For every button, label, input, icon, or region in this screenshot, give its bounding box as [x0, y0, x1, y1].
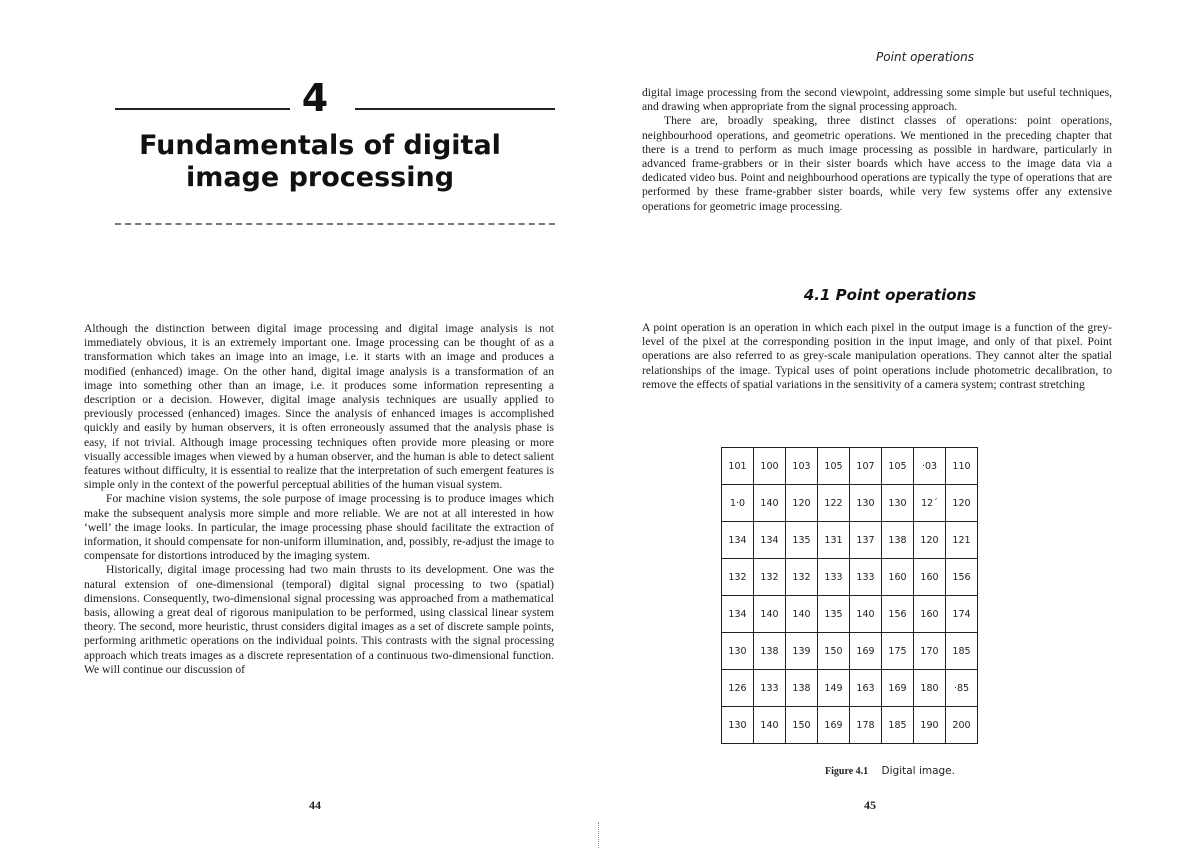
grid-cell: 138: [754, 633, 786, 670]
grid-cell: 137: [850, 522, 882, 559]
chapter-title-line: image processing: [185, 162, 455, 193]
grid-cell: 185: [882, 707, 914, 744]
grid-row: [722, 559, 978, 596]
grid-cell: 140: [754, 596, 786, 633]
grid-cell: 122: [818, 485, 850, 522]
grid-cell: 169: [850, 633, 882, 670]
running-head: Point operations: [876, 50, 974, 64]
grid-cell: 100: [754, 448, 786, 485]
paragraph: Although the distinction between digital image processing and digital image analysis is not immediately obvious, it is an extremely important one. Image processing can be thought of as a transformation which takes an image into an image, i.e. it starts with an image and produces a modified (enhanced) image. On the other hand, digital image analysis is a transformation of an image into something other than an image, i.e. it produces some information representing a description or a decision. However, digital image analysis techniques are usually applied to previously processed (enhanced) images. Since the analysis of enhanced images is accomplished quickly and easily by human observers, it is often erroneously assumed that the analysis phase is easy, if not trivial. Although image processing techniques often provide more pleasing or more visually accessible images when viewed by a human observer, and the human is able to detect salient features without difficulty, it is essential to realize that the interpretation of such emergent features is simple only in the context of the powerful perceptual abilities of the human visual system.: [84, 322, 554, 492]
grid-cell: 120: [914, 522, 946, 559]
grid-cell: 185: [946, 633, 978, 670]
grid-row: [722, 596, 978, 633]
grid-cell: 140: [850, 596, 882, 633]
chapter-rule-right: [355, 108, 555, 110]
grid-cell: 138: [786, 670, 818, 707]
grid-cell: ·03: [914, 448, 946, 485]
paragraph: digital image processing from the second viewpoint, addressing some simple but useful techniques, and drawing when appropriate from the signal processing approach.: [642, 86, 1112, 114]
grid-cell: 174: [946, 596, 978, 633]
page-number: 45: [864, 798, 876, 812]
paragraph: There are, broadly speaking, three distinct classes of operations: point operations, neighbourhood operations, and geometric operations. We mentioned in the preceding chapter that there is a trend to perform as much image processing as possible in hardware, particularly in advanced frame-grabbers or in their sister boards which have access to the image data via a dedicated video bus. Point and neighbourhood operations are typically the type of operations that are performed by these frame-grabber sister boards, while very few systems offer any extensive operations for geometric image processing.: [642, 114, 1112, 213]
grid-cell: 160: [914, 596, 946, 633]
grid-cell: 133: [850, 559, 882, 596]
paragraph: Historically, digital image processing had two main thrusts to its development. One was the natural extension of one-dimensional (temporal) digital signal processing to two (spatial) dimensions. Consequently, two-dimensional signal processing was approached from a mathematical basis, allowing a great deal of rigorous manipulation to be performed, using classical linear system theory. The second, more heuristic, thrust considers digital images as a set of discrete sample points, performing arithmetic operations on the individual points. This contrasts with the signal processing approach which treats images as a discrete representation of a continuous two-dimensional function. We will continue our discussion of: [84, 563, 554, 676]
grid-row: [722, 522, 978, 559]
grid-cell: 160: [882, 559, 914, 596]
grid-cell: 103: [786, 448, 818, 485]
grid-cell: 150: [786, 707, 818, 744]
chapter-title-divider: [115, 223, 555, 225]
grid-cell: 120: [786, 485, 818, 522]
grid-cell: 133: [754, 670, 786, 707]
grid-cell: 140: [754, 485, 786, 522]
section-body-text: [642, 321, 1112, 392]
grid-cell: 1·0: [722, 485, 754, 522]
grid-cell: 120: [946, 485, 978, 522]
grid-cell: 126: [722, 670, 754, 707]
grid-cell: ·85: [946, 670, 978, 707]
grid-cell: 130: [850, 485, 882, 522]
grid-cell: 140: [754, 707, 786, 744]
figure-caption: [800, 765, 980, 777]
page-number: 44: [309, 798, 321, 812]
chapter-title-line: Fundamentals of digital: [139, 130, 501, 161]
grid-cell: 134: [722, 522, 754, 559]
chapter-title: [110, 130, 530, 194]
grid-cell: 140: [786, 596, 818, 633]
grid-cell: 130: [722, 633, 754, 670]
left-body-text: [84, 322, 554, 677]
grid-row: [722, 448, 978, 485]
grid-cell: 190: [914, 707, 946, 744]
right-top-text: [642, 86, 1112, 214]
section-heading: 4.1 Point operations: [803, 286, 977, 304]
grid-cell: 149: [818, 670, 850, 707]
grid-cell: 101: [722, 448, 754, 485]
grid-row: [722, 485, 978, 522]
grid-cell: 135: [818, 596, 850, 633]
grid-cell: 132: [754, 559, 786, 596]
digital-image-grid: [721, 447, 978, 744]
paragraph: For machine vision systems, the sole purpose of image processing is to produce images which make the subsequent analysis more simple and more reliable. We are not at all interested in how ‘well’ the image looks. In particular, the image processing phase should facilitate the extraction of information, it should compensate for non-uniform illumination, and, possibly, re-adjust the image to compensate for distortions introduced by the imaging system.: [84, 492, 554, 563]
grid-cell: 107: [850, 448, 882, 485]
grid-cell: 180: [914, 670, 946, 707]
grid-cell: 134: [722, 596, 754, 633]
grid-cell: 138: [882, 522, 914, 559]
grid-cell: 139: [786, 633, 818, 670]
grid-cell: 121: [946, 522, 978, 559]
grid-cell: 200: [946, 707, 978, 744]
grid-cell: 163: [850, 670, 882, 707]
grid-row: [722, 633, 978, 670]
grid-cell: 105: [882, 448, 914, 485]
grid-cell: 175: [882, 633, 914, 670]
chapter-rule-left: [115, 108, 290, 110]
grid-row: [722, 707, 978, 744]
grid-cell: 150: [818, 633, 850, 670]
grid-cell: 132: [786, 559, 818, 596]
grid-cell: 178: [850, 707, 882, 744]
chapter-number: 4: [301, 76, 329, 120]
grid-cell: 156: [882, 596, 914, 633]
right-page: [600, 0, 1200, 852]
gutter-mark: [598, 822, 602, 848]
grid-cell: 170: [914, 633, 946, 670]
grid-cell: 169: [818, 707, 850, 744]
grid-cell: 156: [946, 559, 978, 596]
figure-label: Figure 4.1: [825, 766, 869, 777]
grid-cell: 130: [882, 485, 914, 522]
grid-cell: 135: [786, 522, 818, 559]
grid-cell: 169: [882, 670, 914, 707]
grid-cell: 131: [818, 522, 850, 559]
grid-cell: 160: [914, 559, 946, 596]
grid-cell: 12´: [914, 485, 946, 522]
grid-cell: 133: [818, 559, 850, 596]
grid-cell: 132: [722, 559, 754, 596]
figure-caption-text: Digital image.: [881, 765, 955, 777]
grid-row: [722, 670, 978, 707]
grid-cell: 134: [754, 522, 786, 559]
paragraph: A point operation is an operation in which each pixel in the output image is a function of the grey-level of the pixel at the corresponding position in the input image, and only of that pixel. Point operations are also referred to as grey-scale manipulation operations. They cannot alter the spatial relationships of the image. Typical uses of point operations include photometric decalibration, to remove the effects of spatial variations in the sensitivity of a camera system; contrast stretching: [642, 321, 1112, 391]
grid-cell: 110: [946, 448, 978, 485]
grid-cell: 105: [818, 448, 850, 485]
grid-cell: 130: [722, 707, 754, 744]
